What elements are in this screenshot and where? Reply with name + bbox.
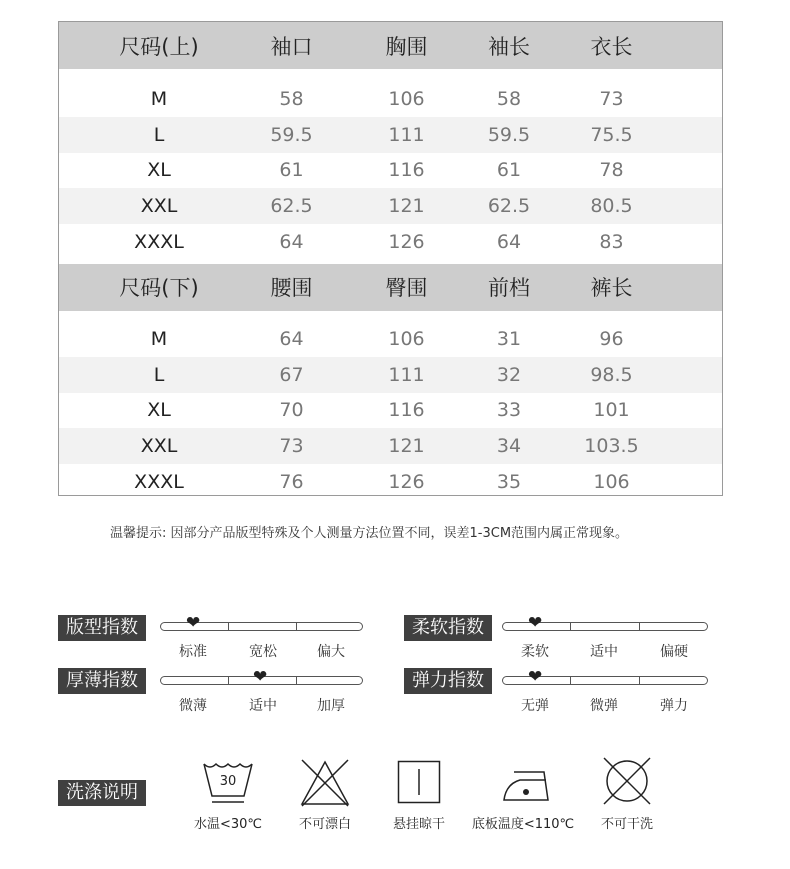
header-waist: 腰围 (270, 276, 313, 301)
cell: 103.5 (584, 435, 639, 458)
no-bleach-icon (298, 758, 352, 808)
cell: 111 (388, 363, 425, 386)
cell: 83 (599, 231, 624, 254)
care-title: 洗涤说明 (58, 780, 146, 806)
cell: 62.5 (270, 195, 313, 218)
fit-index-title: 版型指数 (58, 615, 146, 641)
care-label-wash: 水温<30℃ (193, 817, 263, 832)
table-row (59, 464, 722, 496)
cell: 121 (388, 195, 425, 218)
heart-marker-icon: ❤ (186, 613, 201, 633)
measurement-note: 温馨提示: 因部分产品版型特殊及个人测量方法位置不同，误差1-3CM范围内属正常现象。 (110, 526, 629, 541)
cell: L (153, 363, 165, 386)
cell: 116 (388, 159, 425, 182)
cell: 121 (388, 435, 425, 458)
cell: 61 (279, 159, 304, 182)
cell: 78 (599, 159, 624, 182)
cell: M (150, 327, 168, 350)
cell: L (153, 123, 165, 146)
cell: 70 (279, 399, 304, 422)
cell: XXL (140, 435, 178, 458)
table-row (59, 117, 722, 153)
elasticity-label-none: 无弹 (521, 698, 549, 714)
cell: XXXL (134, 231, 184, 254)
cell: M (150, 87, 168, 110)
table-row (59, 188, 722, 224)
cell: 64 (496, 231, 522, 254)
elasticity-index-title: 弹力指数 (404, 668, 492, 694)
header-hip: 臀围 (385, 276, 428, 301)
thickness-label-thick: 加厚 (317, 698, 345, 714)
cell: 73 (279, 435, 304, 458)
fit-label-loose: 宽松 (249, 644, 277, 660)
cell: 64 (279, 327, 304, 350)
fit-label-standard: 标准 (179, 644, 207, 660)
cell: 32 (496, 363, 522, 386)
cell: 76 (279, 471, 304, 494)
cell: 126 (388, 231, 425, 254)
fit-label-large: 偏大 (317, 644, 345, 660)
cell: 67 (279, 363, 304, 386)
cell: 101 (593, 399, 630, 422)
header-cuff: 袖口 (270, 34, 313, 59)
cell: 34 (496, 435, 522, 458)
cell: XL (147, 159, 171, 182)
cell: 58 (496, 87, 522, 110)
header-front-rise: 前档 (488, 276, 530, 301)
cell: 35 (496, 471, 522, 494)
header-pant-length: 裤长 (590, 276, 633, 301)
wash-30-icon (200, 758, 256, 806)
cell: 96 (599, 327, 624, 350)
heart-marker-icon: ❤ (528, 667, 543, 687)
cell: 111 (388, 123, 425, 146)
cell: 80.5 (590, 195, 633, 218)
cell: 33 (496, 399, 522, 422)
softness-label-medium: 适中 (590, 644, 618, 660)
care-label-iron: 底板温度<110℃ (471, 817, 575, 832)
cell: 59.5 (487, 123, 531, 146)
care-label-dry-clean: 不可干洗 (600, 817, 653, 832)
cell: XL (147, 399, 171, 422)
heart-marker-icon: ❤ (528, 613, 543, 633)
cell: 106 (593, 471, 630, 494)
elasticity-label-stretch: 弹力 (660, 698, 688, 714)
table-row (59, 393, 722, 429)
cell: 98.5 (590, 363, 633, 386)
elasticity-label-slight: 微弹 (590, 698, 618, 714)
top-table-header (59, 22, 722, 69)
table-row (59, 321, 722, 357)
cell: 106 (388, 87, 425, 110)
table-row (59, 224, 722, 260)
iron-icon (500, 762, 560, 804)
cell: 116 (388, 399, 425, 422)
care-label-bleach: 不可漂白 (298, 817, 351, 832)
no-dry-clean-icon (600, 755, 654, 807)
header-size-top: 尺码(上) (119, 34, 199, 59)
table-row (59, 357, 722, 393)
table-row (59, 153, 722, 189)
thickness-label-thin: 微薄 (179, 698, 207, 714)
hang-dry-icon (397, 760, 441, 804)
wash-temp-mark: 30 (219, 774, 237, 789)
cell: 106 (388, 327, 425, 350)
cell: 31 (496, 327, 522, 350)
size-table (58, 21, 723, 496)
softness-label-hard: 偏硬 (660, 644, 688, 660)
header-garment-length: 衣长 (590, 34, 633, 59)
cell: 62.5 (487, 195, 531, 218)
cell: XXL (140, 195, 178, 218)
thickness-label-medium: 适中 (249, 698, 277, 714)
cell: 73 (599, 87, 624, 110)
softness-label-soft: 柔软 (521, 644, 549, 660)
header-size-bottom: 尺码(下) (119, 276, 199, 301)
cell: 61 (496, 159, 522, 182)
table-row (59, 81, 722, 117)
cell: 126 (388, 471, 425, 494)
care-label-dry: 悬挂晾干 (392, 817, 445, 832)
bottom-table-header (59, 264, 722, 311)
cell: 58 (279, 87, 304, 110)
header-sleeve-length: 袖长 (488, 34, 530, 59)
heart-marker-icon: ❤ (253, 667, 268, 687)
softness-index-title: 柔软指数 (404, 615, 492, 641)
thickness-index-title: 厚薄指数 (58, 668, 146, 694)
cell: 64 (279, 231, 304, 254)
cell: XXXL (134, 471, 184, 494)
table-row (59, 428, 722, 464)
header-chest: 胸围 (385, 34, 428, 59)
cell: 59.5 (270, 123, 313, 146)
cell: 75.5 (590, 123, 633, 146)
